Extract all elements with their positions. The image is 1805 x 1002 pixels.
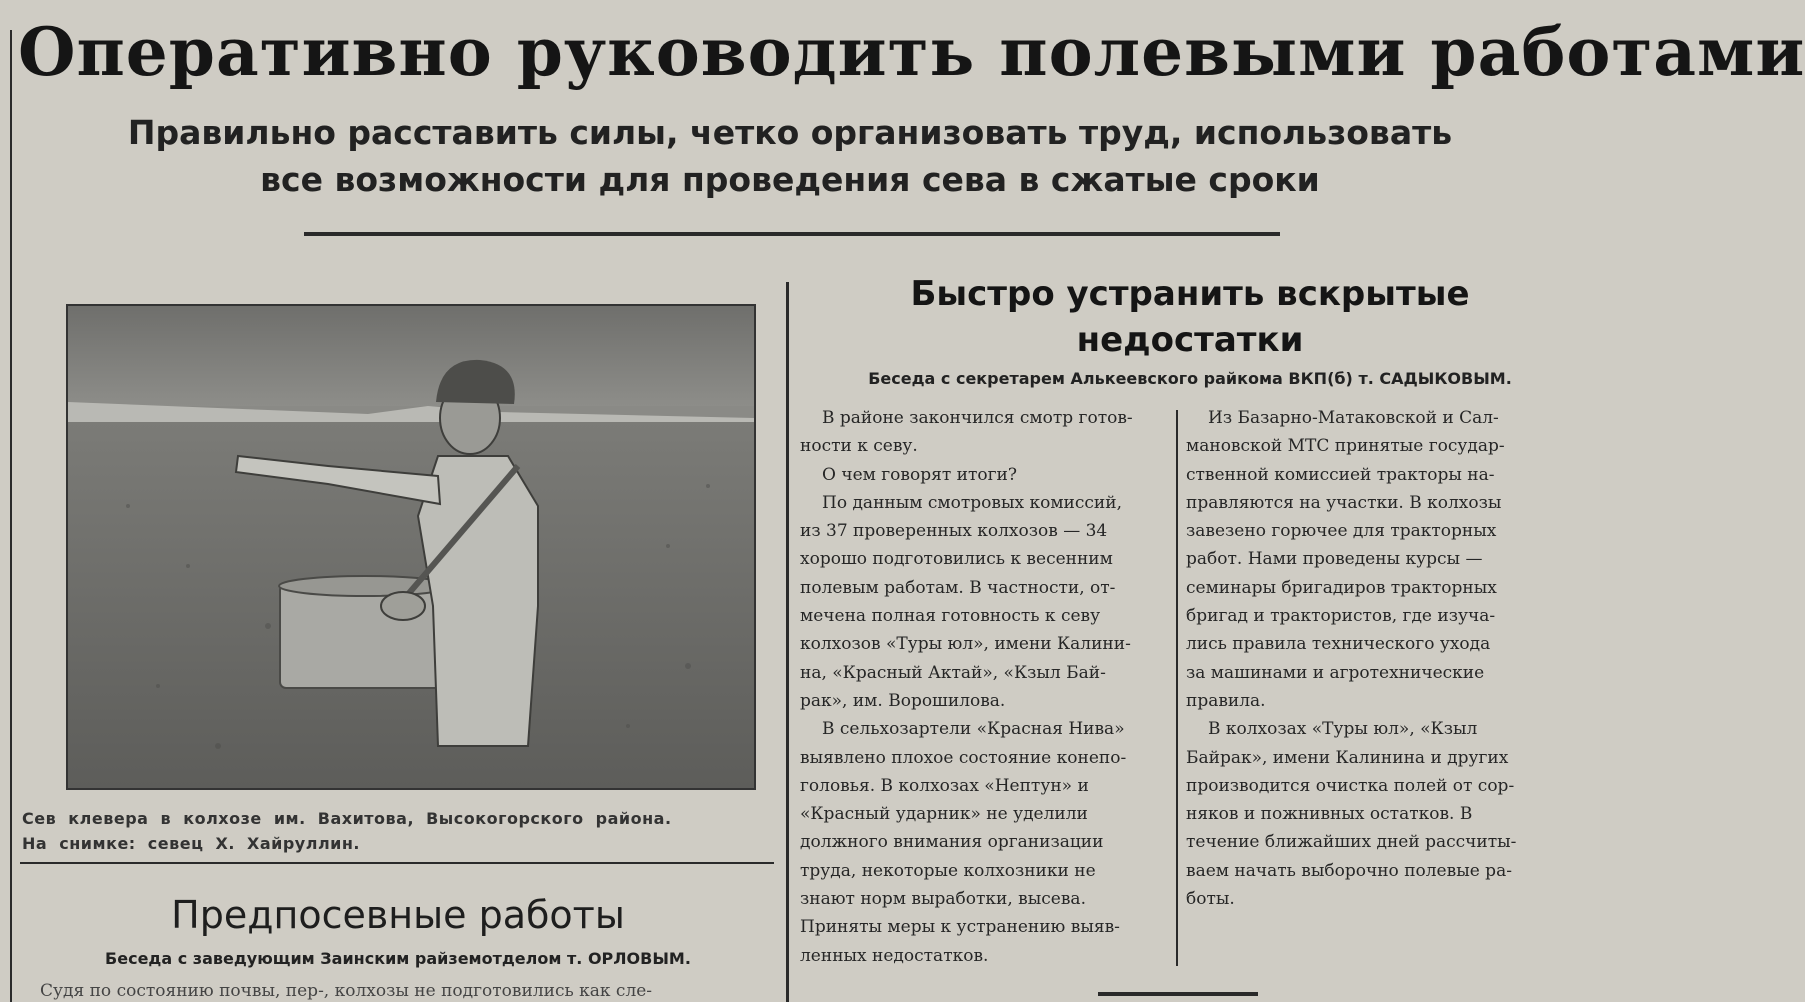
main-headline: Оперативно руководить полевыми работами — [18, 13, 1805, 91]
subheadline-line-1: Правильно расставить силы, четко организовать труд, использовать — [127, 113, 1453, 152]
column-1-line: По данным смотровых комиссий, — [822, 492, 1122, 513]
column-1-line: В районе закончился смотр готов- — [822, 408, 1133, 428]
column-2-line: правила. — [1186, 690, 1266, 711]
right-article-title-line-1: Быстро устранить вскрытые — [910, 274, 1470, 314]
column-2-line: семинары бригадиров тракторных — [1186, 577, 1497, 598]
column-1-line: Приняты меры к устранению выяв- — [800, 917, 1120, 938]
column-1-line: мечена полная готовность к севу — [800, 606, 1101, 627]
right-article-subtitle: Беседа с секретарем Алькеевского райкома ВКП(б) т. САДЫКОВЫМ. — [868, 369, 1512, 388]
column-1-line: из 37 проверенных колхозов — 34 — [800, 521, 1108, 542]
column-2-line: ваем начать выборочно полевые ра- — [1186, 860, 1512, 881]
column-1-line: ности к севу. — [800, 436, 918, 457]
column-1-line: В сельхозартели «Красная Нива» — [822, 719, 1125, 740]
column-1-line: колхозов «Туры юл», имени Калини- — [800, 634, 1131, 655]
column-2-line: В колхозах «Туры юл», «Кзыл — [1208, 719, 1478, 740]
column-2-line: няков и пожнивных остатков. В — [1186, 804, 1473, 825]
caption-divider — [20, 862, 774, 864]
left-article-first-line: Судя по состоянию почвы, пер-, колхозы не подготовились как сле- — [40, 981, 653, 1001]
column-2-line: боты. — [1186, 889, 1235, 910]
right-article-title-line-2: недостатки — [1076, 320, 1304, 360]
page-left-rule — [10, 30, 12, 1002]
column-1-line: должного внимания организации — [800, 832, 1104, 853]
column-1-line: на, «Красный Актай», «Кзыл Бай- — [800, 662, 1106, 683]
column-2-line: правляются на участки. В колхозы — [1186, 492, 1502, 513]
column-2-line: Байрак», имени Калинина и других — [1186, 747, 1509, 768]
column-1-line: выявлено плохое состояние конепо- — [800, 747, 1127, 768]
center-column-rule — [786, 282, 789, 1002]
column-1-line: труда, некоторые колхозники не — [800, 860, 1096, 881]
column-1-line: «Красный ударник» не уделили — [800, 804, 1088, 825]
column-1-line: полевым работам. В частности, от- — [800, 577, 1116, 598]
headline-underline — [304, 232, 1280, 236]
column-2-line: мановской МТС принятые государ- — [1186, 436, 1505, 457]
column-1-line: О чем говорят итоги? — [822, 464, 1017, 485]
column-1-line: рак», им. Ворошилова. — [800, 690, 1006, 711]
column-2-line: Из Базарно-Матаковской и Сал- — [1208, 408, 1499, 428]
column-1-line: знают норм выработки, высева. — [800, 889, 1086, 910]
photo-caption-line-1: Сев клевера в колхозе им. Вахитова, Высокогорского района. — [22, 809, 672, 828]
column-2-line: лись правила технического ухода — [1186, 634, 1491, 655]
left-article-title: Предпосевные работы — [171, 893, 625, 937]
column-2-line: ственной комиссией тракторы на- — [1186, 464, 1495, 485]
photo-caption-line-2: На снимке: севец Х. Хайруллин. — [22, 834, 360, 853]
bottom-rule-stub — [1098, 992, 1258, 996]
left-article-subtitle: Беседа с заведующим Заинским райземотделом т. ОРЛОВЫМ. — [105, 949, 691, 968]
right-article-column-1 — [800, 404, 1170, 970]
right-article-column-2 — [1186, 404, 1560, 913]
photo-illustration — [68, 306, 754, 788]
inner-column-rule — [1176, 410, 1178, 966]
column-2-line: работ. Нами проведены курсы — — [1186, 549, 1483, 570]
column-2-line: завезено горючее для тракторных — [1186, 521, 1497, 542]
subheadline-line-2: все возможности для проведения сева в сжатые сроки — [260, 160, 1320, 199]
sowing-photo — [66, 304, 756, 790]
column-2-line: бригад и трактористов, где изуча- — [1186, 606, 1496, 627]
column-1-line: головья. В колхозах «Нептун» и — [800, 775, 1089, 796]
column-1-line: ленных недостатков. — [800, 945, 989, 966]
column-1-line: хорошо подготовились к весенним — [800, 549, 1113, 570]
column-2-line: производится очистка полей от сор- — [1186, 775, 1515, 796]
column-2-line: течение ближайших дней рассчиты- — [1186, 832, 1517, 853]
column-2-line: за машинами и агротехнические — [1186, 662, 1485, 683]
